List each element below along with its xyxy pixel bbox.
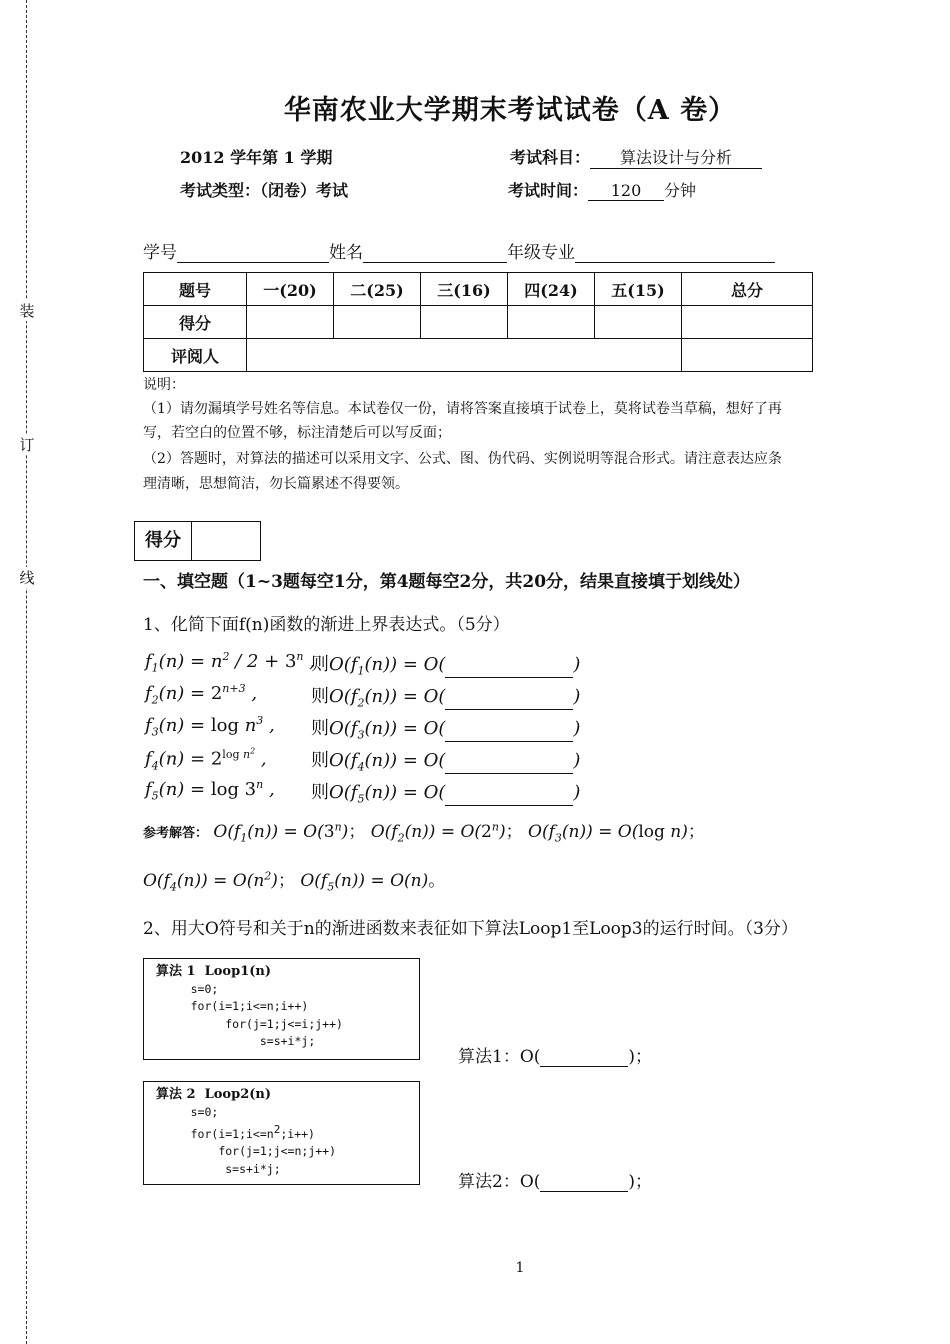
question-2-text: 2、用大O符号和关于n的渐进函数来表征如下算法Loop1至Loop3的运行时间。（3分） [143, 919, 798, 939]
major-blank[interactable] [575, 244, 775, 263]
section-score-label: 得分 [135, 522, 192, 560]
header-cell-part4: 四(24) [508, 273, 595, 306]
algorithm-2-answer-blank[interactable] [540, 1173, 628, 1192]
algorithm-2-line-1: s=0; [190, 1104, 219, 1119]
reviewer-cell-total[interactable] [682, 339, 813, 372]
time-label: 考试时间： [508, 181, 589, 200]
algorithm-1-answer [458, 1042, 652, 1067]
then-label: 则 [311, 750, 329, 771]
score-table-header-row [144, 273, 813, 306]
algorithm-2-answer-end: )； [628, 1172, 653, 1192]
algorithm-2-answer [458, 1167, 652, 1192]
exam-title: 华南农业大学期末考试试卷（A 卷） [283, 95, 737, 126]
algorithm-1-line-3: for(j=1;j<=i;j++) [225, 1016, 343, 1031]
algorithm-1-answer-label: 算法1：O( [458, 1047, 541, 1067]
algorithm-1-line-2: for(i=1;i<=n;i++) [190, 999, 309, 1013]
score-cell[interactable] [334, 306, 421, 339]
student-id-label: 学号 [143, 243, 177, 263]
answer-blank[interactable] [445, 723, 573, 742]
instruction-1-line-2: 写，若空白的位置不够，标注清楚后可以写反面； [143, 425, 451, 441]
answer-blank[interactable] [445, 755, 573, 774]
score-cell[interactable] [595, 306, 682, 339]
subject-line [510, 145, 762, 169]
instruction-2-line-1: （2）答题时，对算法的描述可以采用文字、公式、图、伪代码、实例说明等混合形式。请注意表达应条 [143, 451, 782, 467]
algorithm-1-line-1: s=0; [190, 981, 219, 996]
algorithm-2-line-2 [190, 1123, 315, 1141]
algorithm-2-line-2-sup: 2 [273, 1123, 281, 1136]
question-1-text: 1、化简下面f(n)函数的渐进上界表达式。（5分） [143, 615, 510, 635]
algorithm-2-line-2-post: ;i++) [280, 1126, 315, 1141]
score-row [144, 306, 813, 339]
score-cell-total[interactable] [682, 306, 813, 339]
reference-label: 参考解答： [143, 826, 209, 841]
header-cell-part5: 五(15) [595, 273, 682, 306]
algorithm-2-box [143, 1081, 420, 1185]
algorithm-1-line-4: s=s+i*j; [259, 1034, 316, 1048]
section-score-box [134, 521, 261, 561]
score-row-label: 得分 [144, 306, 247, 339]
score-cell[interactable] [508, 306, 595, 339]
major-label: 年级专业 [507, 243, 575, 263]
binding-mark-zhuang: 装 [14, 300, 40, 321]
answer-blank[interactable] [445, 659, 573, 678]
algorithm-1-answer-blank[interactable] [540, 1048, 628, 1067]
header-cell-total: 总分 [682, 273, 813, 306]
algorithm-2-answer-label: 算法2：O( [458, 1172, 541, 1192]
subject-label: 考试科目： [510, 148, 591, 167]
reference-answer-line-2: $O(f_4(n)) = O(n^2)$； $O(f_5(n)) = O(n)$。 [143, 869, 446, 894]
exam-type-label: 考试类型：（闭卷）考试 [180, 181, 349, 200]
then-label: 则 [311, 654, 329, 675]
subject-value: 算法设计与分析 [590, 145, 762, 169]
then-label: 则 [311, 782, 329, 803]
instruction-1-line-1: （1）请勿漏填学号姓名等信息。本试卷仅一份，请将答案直接填于试卷上，莫将试卷当草稿，想好了再 [143, 401, 782, 417]
header-cell-part2: 二(25) [334, 273, 421, 306]
binding-dashed-line [26, 0, 27, 1344]
score-cell[interactable] [247, 306, 334, 339]
then-label: 则 [311, 686, 329, 707]
term-label: 2012 学年第 1 学期 [180, 148, 333, 167]
page-number: 1 [515, 1260, 525, 1276]
algorithm-1-box [143, 958, 420, 1060]
student-name-blank[interactable] [363, 244, 507, 263]
reviewer-row-label: 评阅人 [144, 339, 247, 372]
student-name-label: 姓名 [329, 243, 363, 263]
student-info-line [143, 238, 775, 263]
reviewer-row [144, 339, 813, 372]
then-label: 则 [311, 718, 329, 739]
answer-blank[interactable] [445, 691, 573, 710]
algorithm-2-line-2-pre: for(i=1;i<=n [190, 1126, 274, 1141]
score-cell[interactable] [421, 306, 508, 339]
instruction-2-line-2: 理清晰，思想简洁，勿长篇累述不得要领。 [143, 476, 409, 492]
header-cell-part1: 一(20) [247, 273, 334, 306]
algorithm-1-title: 算法 1 Loop1(n) [156, 964, 271, 979]
algorithm-2-line-3: for(j=1;j<=n;j++) [218, 1144, 337, 1159]
reviewer-cell[interactable] [247, 339, 682, 372]
header-cell-question-no: 题号 [144, 273, 247, 306]
time-line [508, 178, 696, 201]
header-cell-part3: 三(16) [421, 273, 508, 306]
algorithm-1-answer-end: )； [628, 1047, 653, 1067]
score-table [143, 272, 813, 372]
time-value: 120 [588, 181, 664, 201]
answer-blank[interactable] [445, 787, 573, 806]
binding-mark-xian: 线 [14, 567, 40, 588]
reference-answer-line-1: 参考解答： $O(f_1(n)) = O(3^n)$； $O(f_2(n)) = O(2^n)$； $O(f_3(n)) = O(\log$ n)； [143, 820, 705, 845]
binding-mark-ding: 订 [14, 434, 40, 455]
section1-title: 一、填空题（1~3题每空1分，第4题每空2分，共20分，结果直接填于划线处） [143, 572, 751, 592]
algorithm-2-line-4: s=s+i*j; [225, 1161, 281, 1176]
student-id-blank[interactable] [177, 244, 329, 263]
time-unit: 分钟 [664, 181, 697, 200]
algorithm-2-title: 算法 2 Loop2(n) [156, 1087, 271, 1102]
instructions-heading: 说明： [143, 377, 185, 393]
